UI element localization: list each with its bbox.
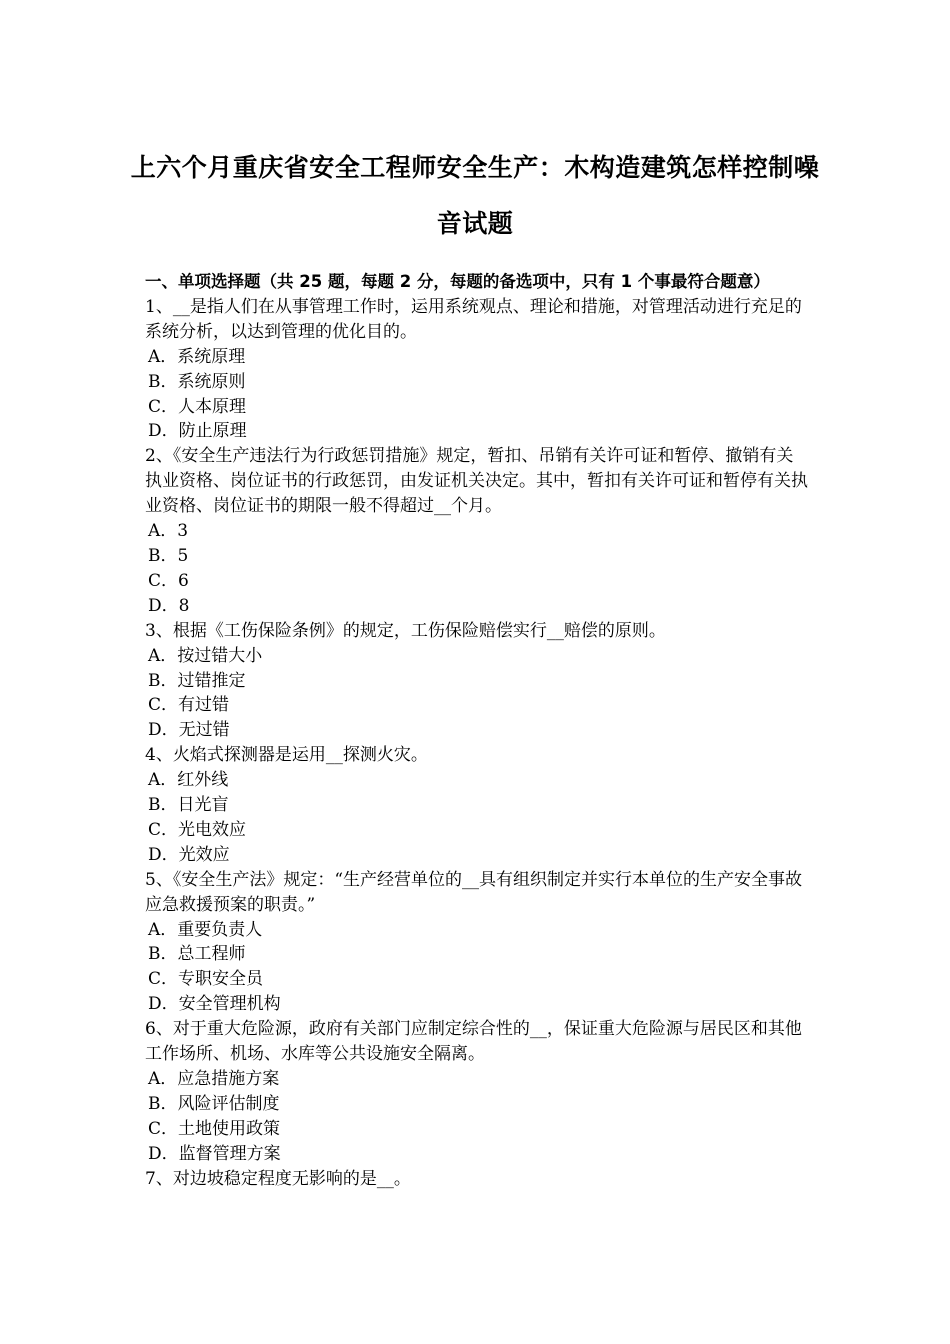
- answer-option: C．有过错: [148, 695, 230, 716]
- answer-option: D．防止原理: [148, 421, 247, 442]
- question-block: [145, 619, 810, 744]
- answer-option: D．光效应: [148, 844, 230, 865]
- answer-option: D．监督管理方案: [148, 1143, 281, 1164]
- answer-option: B．5: [148, 545, 189, 566]
- answer-option: A．3: [148, 521, 189, 542]
- answer-option: C．人本原理: [148, 396, 247, 417]
- question-block: [145, 295, 810, 444]
- question-text: 6、对于重大危险源，政府有关部门应制定综合性的__，保证重大危险源与居民区和其他工作场所、机场、水库等公共设施安全隔离。: [145, 1019, 802, 1065]
- question-text: 7、对边坡稳定程度无影响的是__。: [145, 1168, 411, 1189]
- question-text: 3、根据《工伤保险条例》的规定，工伤保险赔偿实行__赔偿的原则。: [145, 620, 666, 641]
- question-block: [145, 1167, 810, 1192]
- answer-option: C．光电效应: [148, 819, 247, 840]
- answer-option: A．重要负责人: [148, 919, 263, 940]
- question-block: [145, 444, 810, 618]
- question-list: [145, 295, 810, 1192]
- answer-option: B．系统原则: [148, 371, 246, 392]
- answer-option: D．无过错: [148, 720, 230, 741]
- question-block: [145, 868, 810, 1017]
- answer-option: C．土地使用政策: [148, 1118, 281, 1139]
- document-body: [145, 270, 810, 1192]
- question-block: [145, 1017, 810, 1166]
- question-text: 2、《安全生产违法行为行政惩罚措施》规定，暂扣、吊销有关许可证和暂停、撤销有关执业资格、岗位证书的行政惩罚，由发证机关决定。其中，暂扣有关许可证和暂停有关执业资格、岗位证书的期限一般不得超过__个月。: [145, 446, 808, 517]
- answer-option: A．红外线: [148, 770, 229, 791]
- question-text: 5、《安全生产法》规定：“生产经营单位的__具有组织制定并实行本单位的生产安全事故应急救援预案的职责。”: [145, 869, 803, 915]
- answer-option: C．专职安全员: [148, 969, 264, 990]
- answer-option: B．日光盲: [148, 795, 229, 816]
- answer-option: D．8: [148, 595, 190, 616]
- question-text: 1、__是指人们在从事管理工作时，运用系统观点、理论和措施，对管理活动进行充足的系统分析，以达到管理的优化目的。: [145, 296, 802, 342]
- answer-option: D．安全管理机构: [148, 994, 281, 1015]
- section-heading: 一、单项选择题（共 25 题，每题 2 分，每题的备选项中，只有 1 个事最符合题意）: [145, 272, 770, 291]
- document-title: 上六个月重庆省安全工程师安全生产：木构造建筑怎样控制噪音试题: [130, 153, 820, 238]
- question-text: 4、火焰式探测器是运用__探测火灾。: [145, 745, 428, 766]
- answer-option: C．6: [148, 570, 189, 591]
- answer-option: B．过错推定: [148, 670, 246, 691]
- answer-option: B．总工程师: [148, 944, 246, 965]
- question-block: [145, 743, 810, 868]
- answer-option: B．风险评估制度: [148, 1093, 280, 1114]
- answer-option: A．系统原理: [148, 346, 246, 367]
- answer-option: A．应急措施方案: [148, 1069, 280, 1089]
- answer-option: A．按过错大小: [148, 645, 263, 666]
